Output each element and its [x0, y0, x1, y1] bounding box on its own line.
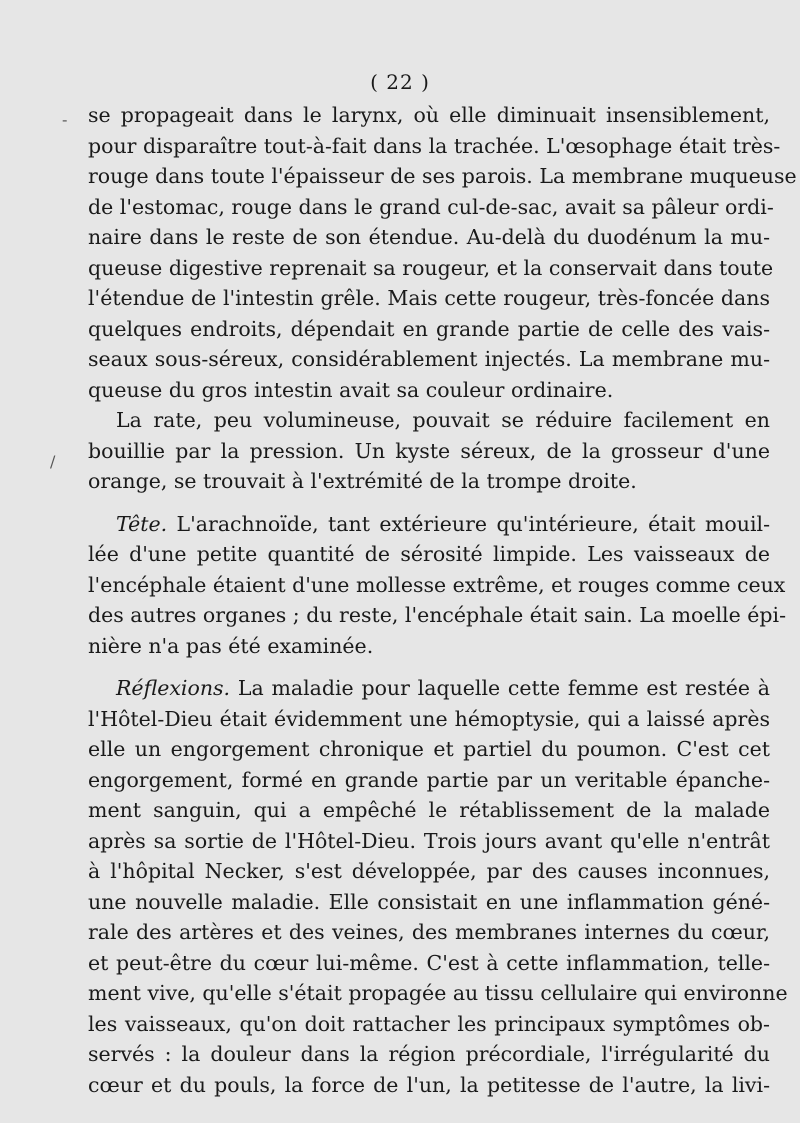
text-line: l'étendue de l'intestin grêle. Mais cette rougeur, très-foncée dans [88, 286, 770, 310]
text-line: servés : la douleur dans la région précordiale, l'irrégularité du [88, 1042, 770, 1066]
paragraph-2 [88, 405, 770, 497]
paragraph-spacer [88, 497, 770, 509]
text-line: seaux sous-séreux, considérablement injectés. La membrane mu- [88, 347, 770, 371]
text-line: cœur et du pouls, la force de l'un, la petitesse de l'autre, la livi- [88, 1072, 770, 1097]
text-line: orange, se trouvait à l'extrémité de la trompe droite. [88, 469, 637, 493]
text-line: l'encéphale étaient d'une mollesse extrême, et rouges comme ceux [88, 572, 786, 597]
text-line: La rate, peu volumineuse, pouvait se réduire facilement en [116, 408, 770, 432]
section-lead: Réflexions. [116, 676, 231, 700]
paragraph-tete [88, 509, 786, 662]
text-line: nière n'a pas été examinée. [88, 633, 374, 658]
text-line: ment vive, qu'elle s'était propagée au tissu cellulaire qui environne [88, 981, 788, 1005]
text-line-content: L'arachnoïde, tant extérieure qu'intérieure, était mouil- [167, 511, 770, 536]
paragraph-spacer [88, 661, 770, 673]
text-line: pour disparaître tout-à-fait dans la trachée. L'œsophage était très- [88, 133, 781, 158]
text-line: de l'estomac, rouge dans le grand cul-de-sac, avait sa pâleur ordi- [88, 194, 774, 219]
text-line: lée d'une petite quantité de sérosité limpide. Les vaisseaux de [88, 542, 770, 566]
text-line: naire dans le reste de son étendue. Au-delà du duodénum la mu- [88, 225, 770, 249]
text-line: rale des artères et des veines, des membranes internes du cœur, [88, 920, 770, 944]
body-text [88, 100, 797, 1100]
text-line [88, 673, 770, 704]
margin-mark: / [50, 452, 56, 471]
text-line: queuse du gros intestin avait sa couleur ordinaire. [88, 377, 614, 402]
text-line: elle un engorgement chronique et partiel du poumon. C'est cet [88, 737, 770, 761]
margin-mark: - [62, 110, 68, 129]
text-line: les vaisseaux, qu'on doit rattacher les principaux symptômes ob- [88, 1011, 770, 1036]
text-line: à l'hôpital Necker, s'est développée, par des causes inconnues, [88, 859, 770, 883]
text-line: engorgement, formé en grande partie par un veritable épanche- [88, 767, 770, 792]
text-line: des autres organes ; du reste, l'encéphale était sain. La moelle épi- [88, 603, 786, 627]
paragraph-1 [88, 100, 797, 405]
section-lead: Tête. [116, 511, 168, 536]
text-line: quelques endroits, dépendait en grande partie de celle des vais- [88, 316, 770, 341]
paragraph-reflexions [88, 673, 788, 1100]
text-line: l'Hôtel-Dieu était évidemment une hémoptysie, qui a laissé après [88, 706, 770, 731]
text-line [88, 509, 770, 540]
text-line: queuse digestive reprenait sa rougeur, et la conservait dans toute [88, 255, 774, 280]
text-line: se propageait dans le larynx, où elle diminuait insensiblement, [88, 103, 770, 127]
text-line: ment sanguin, qui a empêché le rétablissement de la malade [88, 798, 770, 822]
text-line: rouge dans toute l'épaisseur de ses parois. La membrane muqueuse [88, 164, 797, 188]
text-line: et peut-être du cœur lui-même. C'est à cette inflammation, telle- [88, 950, 770, 975]
text-line: après sa sortie de l'Hôtel-Dieu. Trois jours avant qu'elle n'entrât [88, 828, 770, 853]
text-line: une nouvelle maladie. Elle consistait en une inflammation géné- [88, 889, 770, 914]
page-number: ( 22 ) [370, 70, 430, 94]
text-line: bouillie par la pression. Un kyste séreux, de la grosseur d'une [88, 438, 770, 463]
text-line-content: La maladie pour laquelle cette femme est restée à [230, 676, 770, 700]
